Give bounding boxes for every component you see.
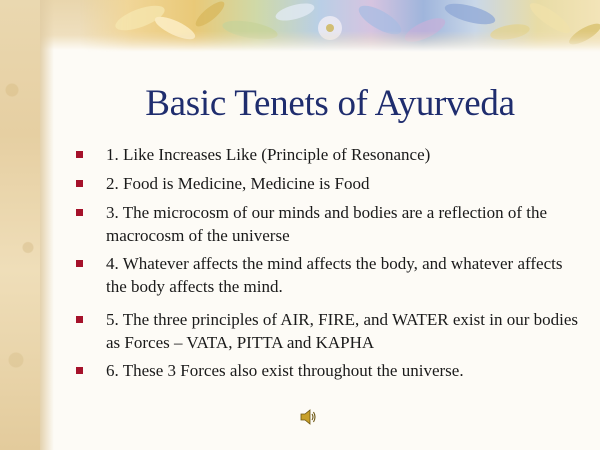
bullet-item-5	[72, 308, 582, 354]
square-bullet-icon	[76, 316, 83, 323]
bullet-text: 6. These 3 Forces also exist throughout the universe.	[106, 361, 464, 380]
bullet-text: 1. Like Increases Like (Principle of Resonance)	[106, 145, 431, 164]
square-bullet-icon	[76, 180, 83, 187]
slide-title: Basic Tenets of Ayurveda	[145, 83, 515, 124]
bullet-item-4	[72, 252, 582, 298]
square-bullet-icon	[76, 260, 83, 267]
square-bullet-icon	[76, 367, 83, 374]
bullet-item-6	[72, 359, 582, 382]
bullet-item-1	[72, 143, 582, 166]
square-bullet-icon	[76, 151, 83, 158]
bullet-list	[72, 143, 582, 382]
bullet-text: 3. The microcosm of our minds and bodies are a reflection of the macrocosm of the universe	[106, 203, 548, 245]
bullet-text: 2. Food is Medicine, Medicine is Food	[106, 174, 370, 193]
bullet-text: 5. The three principles of AIR, FIRE, and WATER exist in our bodies as Forces – VATA, PITTA and KAPHA	[106, 310, 578, 352]
speaker-icon[interactable]	[299, 408, 317, 426]
bullet-text: 4. Whatever affects the mind affects the body, and whatever affects the body affects the mind.	[106, 254, 563, 296]
bullet-item-2	[72, 172, 582, 195]
floral-banner	[80, 0, 600, 52]
bullet-item-3	[72, 201, 582, 247]
square-bullet-icon	[76, 209, 83, 216]
parchment-border	[0, 0, 40, 450]
